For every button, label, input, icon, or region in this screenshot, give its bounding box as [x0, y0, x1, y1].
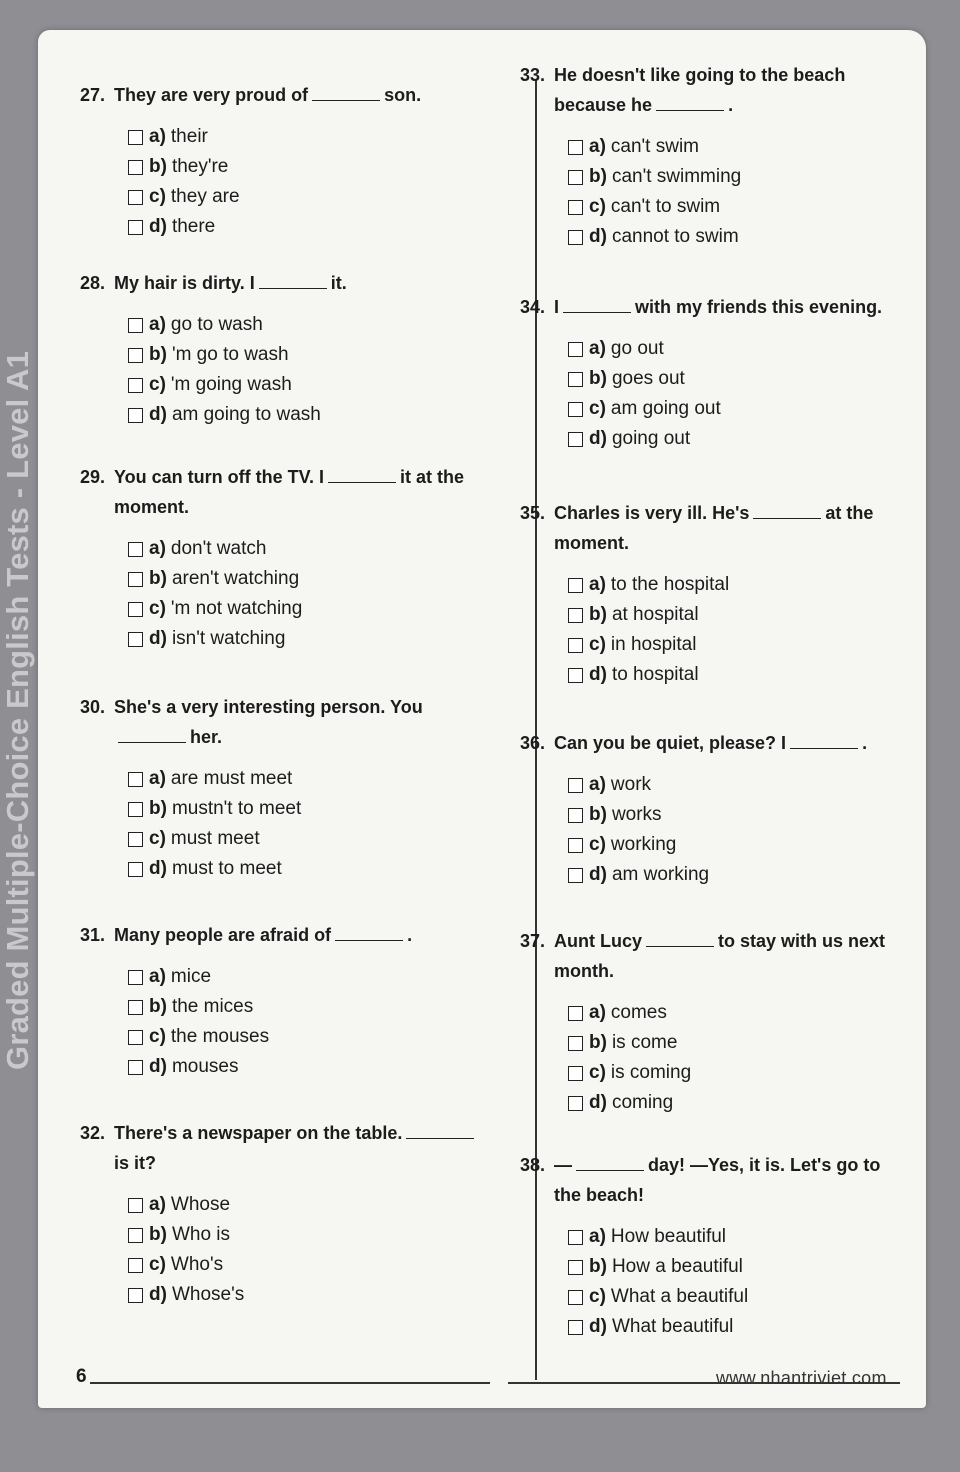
option-text: aren't watching [171, 568, 300, 589]
question-text [520, 728, 900, 758]
option-letter: a) [149, 966, 166, 987]
checkbox-icon[interactable] [568, 1066, 583, 1081]
question-prompt: He doesn't like going to the beach because he [554, 65, 846, 115]
answer-options [128, 534, 490, 654]
option-text: am working [611, 864, 710, 885]
checkbox-icon[interactable] [128, 190, 143, 205]
option-text: What beautiful [611, 1316, 734, 1337]
option-letter: d) [149, 1056, 167, 1077]
answer-option[interactable] [128, 594, 490, 624]
answer-option[interactable] [128, 534, 490, 564]
answer-option[interactable] [568, 1028, 900, 1058]
question-text [80, 462, 490, 522]
answer-option[interactable] [568, 192, 900, 222]
option-letter: d) [149, 1284, 167, 1305]
question-text [520, 292, 900, 322]
option-letter: c) [589, 196, 606, 217]
answer-options [128, 764, 490, 884]
checkbox-icon[interactable] [568, 140, 583, 155]
option-text: can't swim [610, 136, 699, 157]
option-letter: a) [149, 314, 166, 335]
question-prompt: There's a newspaper on the table. [114, 1123, 403, 1143]
option-text: Whose [170, 1194, 231, 1215]
option-text: work [610, 774, 652, 795]
question [80, 920, 490, 1082]
option-text: to hospital [611, 664, 699, 685]
checkbox-icon[interactable] [568, 1290, 583, 1305]
answer-option[interactable] [128, 122, 490, 152]
option-letter: b) [589, 1032, 607, 1053]
option-text: at hospital [611, 604, 699, 625]
question-number: 31. [80, 925, 106, 945]
answer-option[interactable] [568, 630, 900, 660]
option-text: 'm going wash [170, 374, 292, 395]
answer-option[interactable] [128, 624, 490, 654]
answer-option[interactable] [128, 370, 490, 400]
answer-option[interactable] [128, 182, 490, 212]
checkbox-icon[interactable] [128, 1258, 143, 1273]
option-text: Who is [171, 1224, 231, 1245]
answer-option[interactable] [128, 992, 490, 1022]
option-text: 'm not watching [170, 598, 303, 619]
checkbox-icon[interactable] [568, 342, 583, 357]
question-number: 29. [80, 467, 106, 487]
answer-options [568, 1222, 900, 1342]
option-letter: d) [589, 226, 607, 247]
checkbox-icon[interactable] [568, 230, 583, 245]
option-letter: a) [589, 1226, 606, 1247]
option-text: mouses [171, 1056, 239, 1077]
question-prompt-end: is it? [114, 1153, 157, 1173]
page-number: 6 [76, 1366, 87, 1387]
option-letter: b) [149, 798, 167, 819]
answer-option[interactable] [128, 794, 490, 824]
answer-option[interactable] [128, 1052, 490, 1082]
checkbox-icon[interactable] [568, 668, 583, 683]
answer-option[interactable] [128, 340, 490, 370]
option-letter: b) [149, 1224, 167, 1245]
checkbox-icon[interactable] [128, 160, 143, 175]
answer-option[interactable] [568, 364, 900, 394]
option-text: am going to wash [171, 404, 321, 425]
answer-blank [406, 1124, 474, 1139]
question-prompt-end: day! —Yes, it is. Let's go to the beach! [554, 1155, 881, 1205]
question-prompt: They are very proud of [114, 85, 309, 105]
checkbox-icon[interactable] [568, 608, 583, 623]
option-letter: b) [589, 368, 607, 389]
option-text: go out [610, 338, 664, 359]
option-letter: a) [149, 1194, 166, 1215]
answer-blank [328, 468, 396, 483]
question-prompt-end: . [728, 95, 734, 115]
answer-option[interactable] [568, 222, 900, 252]
answer-option[interactable] [568, 1222, 900, 1252]
checkbox-icon[interactable] [128, 348, 143, 363]
question-number: 32. [80, 1123, 106, 1143]
question-text [80, 920, 490, 950]
question-number: 38. [520, 1155, 546, 1175]
checkbox-icon[interactable] [128, 220, 143, 235]
checkbox-icon[interactable] [128, 408, 143, 423]
checkbox-icon[interactable] [128, 542, 143, 557]
option-text: must meet [170, 828, 260, 849]
question-prompt: She's a very interesting person. You [114, 697, 423, 717]
question [80, 268, 490, 430]
option-letter: a) [149, 126, 166, 147]
answer-blank [646, 932, 714, 947]
question-text [80, 80, 490, 110]
question-prompt: Can you be quiet, please? I [554, 733, 787, 753]
option-letter: b) [589, 804, 607, 825]
option-text: Whose's [171, 1284, 245, 1305]
checkbox-icon[interactable] [568, 578, 583, 593]
answer-option[interactable] [128, 824, 490, 854]
option-letter: c) [149, 598, 166, 619]
checkbox-icon[interactable] [128, 1030, 143, 1045]
question-prompt: Many people are afraid of [114, 925, 332, 945]
option-letter: b) [149, 156, 167, 177]
checkbox-icon[interactable] [568, 808, 583, 823]
answer-option[interactable] [568, 570, 900, 600]
option-letter: c) [589, 634, 606, 655]
option-text: How beautiful [610, 1226, 727, 1247]
question [520, 60, 900, 252]
question-number: 27. [80, 85, 106, 105]
question-prompt-end: at the moment. [554, 503, 874, 553]
option-letter: a) [589, 136, 606, 157]
answer-blank [563, 298, 631, 313]
question-prompt-end: it at the moment. [114, 467, 465, 517]
checkbox-icon[interactable] [568, 1006, 583, 1021]
question-number: 28. [80, 273, 106, 293]
answer-option[interactable] [568, 1088, 900, 1118]
answer-blank [753, 504, 821, 519]
option-letter: d) [589, 664, 607, 685]
checkbox-icon[interactable] [128, 1060, 143, 1075]
option-text: goes out [611, 368, 685, 389]
option-letter: d) [589, 1092, 607, 1113]
answer-blank [656, 96, 724, 111]
question [80, 1118, 490, 1310]
option-letter: b) [149, 344, 167, 365]
option-letter: a) [589, 574, 606, 595]
checkbox-icon[interactable] [568, 1320, 583, 1335]
answer-option[interactable] [568, 1312, 900, 1342]
option-letter: d) [589, 864, 607, 885]
question-prompt: You can turn off the TV. I [114, 467, 325, 487]
checkbox-icon[interactable] [128, 378, 143, 393]
question-prompt-end: it. [330, 273, 347, 293]
answer-option[interactable] [128, 1280, 490, 1310]
option-letter: a) [149, 538, 166, 559]
question-prompt-end: with my friends this evening. [635, 297, 883, 317]
checkbox-icon[interactable] [568, 1036, 583, 1051]
option-letter: c) [589, 398, 606, 419]
answer-option[interactable] [568, 770, 900, 800]
option-letter: c) [589, 834, 606, 855]
option-text: What a beautiful [610, 1286, 749, 1307]
question [80, 692, 490, 884]
question-prompt: My hair is dirty. I [114, 273, 255, 293]
option-letter: a) [589, 774, 606, 795]
checkbox-icon[interactable] [128, 772, 143, 787]
option-text: coming [611, 1092, 674, 1113]
question-number: 35. [520, 503, 546, 523]
option-letter: c) [149, 186, 166, 207]
question-prompt: Aunt Lucy [554, 931, 642, 951]
answer-blank [335, 926, 403, 941]
checkbox-icon[interactable] [568, 200, 583, 215]
question-number: 30. [80, 697, 106, 717]
checkbox-icon[interactable] [568, 432, 583, 447]
question [520, 926, 900, 1118]
question [520, 498, 900, 690]
question-text [520, 498, 900, 558]
question-text [80, 1118, 490, 1178]
option-letter: c) [149, 374, 166, 395]
question-number: 36. [520, 733, 546, 753]
answer-option[interactable] [128, 764, 490, 794]
question-prompt-end: . [862, 733, 868, 753]
answer-option[interactable] [128, 854, 490, 884]
checkbox-icon[interactable] [128, 802, 143, 817]
option-text: mice [170, 966, 212, 987]
answer-option[interactable] [128, 152, 490, 182]
answer-option[interactable] [128, 400, 490, 430]
book-series-title: Graded Multiple-Choice English Tests - Level A1 [0, 350, 35, 1070]
option-text: in hospital [610, 634, 697, 655]
question [520, 292, 900, 454]
answer-blank [312, 86, 380, 101]
answer-option[interactable] [568, 424, 900, 454]
answer-option[interactable] [568, 800, 900, 830]
answer-options [568, 334, 900, 454]
option-letter: c) [149, 1254, 166, 1275]
question-number: 37. [520, 931, 546, 951]
checkbox-icon[interactable] [128, 1198, 143, 1213]
question-prompt-end: to stay with us next month. [554, 931, 886, 981]
checkbox-icon[interactable] [568, 170, 583, 185]
option-text: working [610, 834, 677, 855]
question [520, 728, 900, 890]
answer-options [128, 122, 490, 242]
question-text [80, 692, 490, 752]
option-letter: d) [589, 428, 607, 449]
answer-blank [576, 1156, 644, 1171]
question-text [520, 60, 900, 120]
option-letter: c) [149, 1026, 166, 1047]
option-text: cannot to swim [611, 226, 739, 247]
option-text: works [611, 804, 662, 825]
question-prompt-end: . [407, 925, 413, 945]
checkbox-icon[interactable] [128, 602, 143, 617]
option-text: mustn't to meet [171, 798, 302, 819]
checkbox-icon[interactable] [128, 632, 143, 647]
option-text: to the hospital [610, 574, 730, 595]
answer-blank [790, 734, 858, 749]
option-text: the mouses [170, 1026, 270, 1047]
answer-option[interactable] [568, 1058, 900, 1088]
answer-options [568, 570, 900, 690]
option-letter: a) [589, 338, 606, 359]
answer-option[interactable] [568, 394, 900, 424]
checkbox-icon[interactable] [568, 372, 583, 387]
answer-option[interactable] [568, 860, 900, 890]
answer-option[interactable] [128, 1220, 490, 1250]
option-text: How a beautiful [611, 1256, 743, 1277]
worksheet-page [38, 30, 926, 1408]
checkbox-icon[interactable] [128, 1228, 143, 1243]
option-text: 'm go to wash [171, 344, 289, 365]
checkbox-icon[interactable] [128, 1000, 143, 1015]
answer-option[interactable] [568, 334, 900, 364]
checkbox-icon[interactable] [568, 402, 583, 417]
option-text: can't to swim [610, 196, 721, 217]
option-text: is come [611, 1032, 678, 1053]
checkbox-icon[interactable] [568, 1260, 583, 1275]
option-letter: b) [149, 996, 167, 1017]
checkbox-icon[interactable] [568, 868, 583, 883]
answer-option[interactable] [128, 1190, 490, 1220]
option-text: am going out [610, 398, 721, 419]
question [520, 1150, 900, 1342]
option-text: going out [611, 428, 691, 449]
checkbox-icon[interactable] [128, 572, 143, 587]
answer-option[interactable] [128, 1022, 490, 1052]
answer-option[interactable] [128, 962, 490, 992]
option-text: isn't watching [171, 628, 286, 649]
option-letter: d) [149, 404, 167, 425]
option-letter: c) [149, 828, 166, 849]
option-letter: d) [149, 628, 167, 649]
question [80, 462, 490, 654]
question-number: 34. [520, 297, 546, 317]
option-letter: d) [149, 858, 167, 879]
answer-option[interactable] [568, 1282, 900, 1312]
option-letter: b) [149, 568, 167, 589]
option-letter: a) [149, 768, 166, 789]
option-text: is coming [610, 1062, 692, 1083]
option-text: go to wash [170, 314, 263, 335]
option-text: comes [610, 1002, 667, 1023]
option-text: they're [171, 156, 229, 177]
option-letter: b) [589, 166, 607, 187]
option-text: Who's [170, 1254, 224, 1275]
question-number: 33. [520, 65, 546, 85]
checkbox-icon[interactable] [128, 318, 143, 333]
answer-options [568, 770, 900, 890]
option-text: their [170, 126, 208, 147]
option-letter: a) [589, 1002, 606, 1023]
question-prompt: — [554, 1155, 572, 1175]
checkbox-icon[interactable] [128, 862, 143, 877]
option-text: they are [170, 186, 240, 207]
answer-option[interactable] [128, 1250, 490, 1280]
answer-options [568, 132, 900, 252]
question [80, 80, 490, 242]
question-prompt-end: son. [384, 85, 422, 105]
question-prompt: Charles is very ill. He's [554, 503, 750, 523]
checkbox-icon[interactable] [568, 638, 583, 653]
checkbox-icon[interactable] [128, 832, 143, 847]
answer-option[interactable] [568, 830, 900, 860]
checkbox-icon[interactable] [128, 130, 143, 145]
question-prompt: I [554, 297, 560, 317]
answer-option[interactable] [568, 1252, 900, 1282]
option-letter: c) [589, 1062, 606, 1083]
option-text: are must meet [170, 768, 293, 789]
answer-options [128, 962, 490, 1082]
option-text: can't swimming [611, 166, 742, 187]
answer-blank [118, 728, 186, 743]
checkbox-icon[interactable] [568, 1096, 583, 1111]
checkbox-icon[interactable] [128, 970, 143, 985]
answer-option[interactable] [128, 310, 490, 340]
option-text: the mices [171, 996, 254, 1017]
answer-blank [259, 274, 327, 289]
option-letter: b) [589, 1256, 607, 1277]
option-letter: d) [589, 1316, 607, 1337]
answer-option[interactable] [568, 660, 900, 690]
answer-option[interactable] [568, 998, 900, 1028]
checkbox-icon[interactable] [128, 1288, 143, 1303]
answer-option[interactable] [568, 132, 900, 162]
checkbox-icon[interactable] [568, 838, 583, 853]
question-text [80, 268, 490, 298]
answer-options [128, 1190, 490, 1310]
answer-options [568, 998, 900, 1118]
checkbox-icon[interactable] [568, 778, 583, 793]
question-text [520, 926, 900, 986]
option-text: must to meet [171, 858, 282, 879]
question-prompt-end: her. [190, 727, 223, 747]
option-letter: b) [589, 604, 607, 625]
answer-options [128, 310, 490, 430]
option-letter: c) [589, 1286, 606, 1307]
answer-option[interactable] [128, 564, 490, 594]
question-text [520, 1150, 900, 1210]
answer-option[interactable] [568, 600, 900, 630]
footer-rule-left [90, 1382, 490, 1384]
answer-option[interactable] [568, 162, 900, 192]
option-letter: d) [149, 216, 167, 237]
checkbox-icon[interactable] [568, 1230, 583, 1245]
option-text: there [171, 216, 216, 237]
answer-option[interactable] [128, 212, 490, 242]
website-url: www.nhantriviet.com [716, 1368, 887, 1388]
option-text: don't watch [170, 538, 267, 559]
